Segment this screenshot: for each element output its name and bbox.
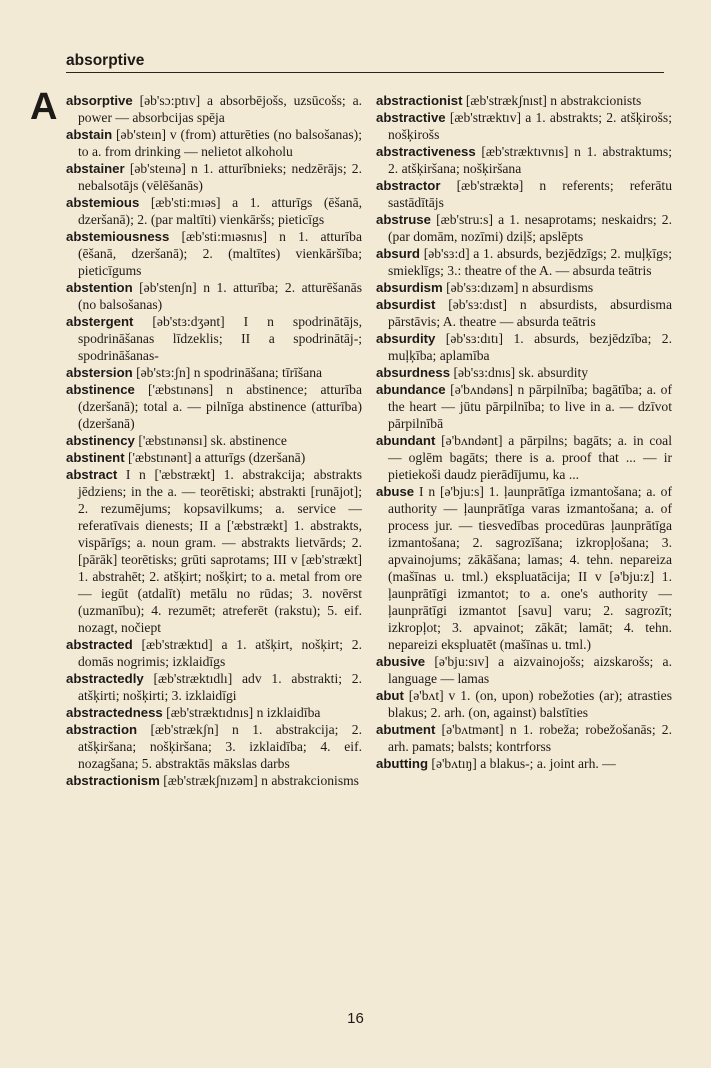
entry-definition: [əb'steınə] n 1. atturībnieks; nedzērājs; 2. nebalsotājs (vēlēšanās): [78, 161, 362, 193]
dictionary-entry: [376, 109, 672, 143]
entry-headword: absurd: [376, 246, 420, 261]
entry-definition: [ə'bʌndəns] n pārpilnība; bagātība; a. of the heart — jūtu pārpilnība; to live in a. — dzīvot pārpilnībā: [388, 382, 672, 431]
entry-headword: abstractiveness: [376, 144, 476, 159]
dictionary-entry: [376, 279, 672, 296]
entry-headword: abutment: [376, 722, 436, 737]
entry-headword: absurdism: [376, 280, 443, 295]
dictionary-entry: [66, 364, 362, 381]
dictionary-entry: [66, 126, 362, 160]
dictionary-entry: [66, 194, 362, 228]
entry-headword: abstinency: [66, 433, 135, 448]
entry-definition: I n [ə'bju:s] 1. ļaunprātīga izmantošana; a. of authority — ļaunprātīga varas izmantošana; a. of process jur. — tiesvedības procedūras ļaunprātīga izmantošana; 2. sagrozīšana; izkropļošana; 3. apvainojums; zākāšana; lamas; 4. tehn. nepareiza (mašīnas u. tml.) ekspluatācija; II v [ə'bju:z] 1. ļaunprātīgi izmantot; to a. one's authority — ļaunprātīgi izmantot [savu] varu; 2. sagrozīt; izkropļot; 3. apvainot; zākāt; lamāt; 4. tehn. nepareizi ekspluatēt (mašīnas u. tml.): [388, 484, 672, 652]
entry-headword: abusive: [376, 654, 426, 669]
dictionary-entry: [376, 330, 672, 364]
entry-definition: [æb'stræktıvnıs] n 1. abstraktums; 2. atšķiršana; nošķiršana: [388, 144, 672, 176]
dictionary-entry: [376, 687, 672, 721]
dictionary-entry: [66, 670, 362, 704]
entry-definition: [əb'stenʃn] n 1. atturība; 2. atturēšanās (no balsošanas): [78, 280, 362, 312]
dictionary-entry: [66, 313, 362, 364]
entry-definition: ['æbstınənt] a atturīgs (dzeršanā): [128, 450, 306, 465]
entry-definition: [æb'stræktə] n referents; referātu sastādītājs: [388, 178, 672, 210]
entry-headword: abstention: [66, 280, 133, 295]
dictionary-entry: [376, 245, 672, 279]
dictionary-entry: [66, 772, 362, 789]
dictionary-entry: [66, 279, 362, 313]
dictionary-entry: [376, 432, 672, 483]
entry-headword: abstinent: [66, 450, 125, 465]
entry-definition: [æb'stræktıdnıs] n izklaidība: [166, 705, 321, 720]
dictionary-entry: [376, 755, 672, 772]
entry-headword: absorptive: [66, 93, 133, 108]
dictionary-entry: [376, 92, 672, 109]
entry-headword: absurdness: [376, 365, 451, 380]
page-header: [66, 52, 664, 73]
running-head: absorptive: [66, 52, 145, 69]
dictionary-entry: [66, 449, 362, 466]
section-letter: A: [30, 86, 58, 128]
left-column: [66, 92, 362, 789]
entry-definition: [ə'bʌt] v 1. (on, upon) robežoties (ar); atrasties blakus; 2. arh. (on, against) balstīties: [388, 688, 672, 720]
entry-definition: [æb'stræktıd] a 1. atšķirt, nošķirt; 2. domās nogrimis; izklaidīgs: [78, 637, 362, 669]
entry-definition: [ə'bju:sıv] a aizvainojošs; aizskarošs; a. language — lamas: [388, 654, 672, 686]
dictionary-entry: [66, 381, 362, 432]
dictionary-entry: [376, 143, 672, 177]
dictionary-entry: [376, 211, 672, 245]
entry-definition: [æb'stru:s] a 1. nesaprotams; neskaidrs; 2. (par domām, nozīmi) dziļš; apslēpts: [388, 212, 672, 244]
entry-headword: abstractedly: [66, 671, 144, 686]
entry-definition: [æb'stræktıdlı] adv 1. abstrakti; 2. atšķirti; nošķirti; 3. izklaidīgi: [78, 671, 362, 703]
entry-headword: abstractive: [376, 110, 446, 125]
entry-headword: absurdity: [376, 331, 436, 346]
entry-headword: abstergent: [66, 314, 134, 329]
entry-definition: [əb'stɜ:ʃn] n spodrināšana; tīrīšana: [136, 365, 323, 380]
page-number: 16: [347, 1010, 364, 1027]
entry-definition: [əb'sɜ:dnıs] sk. absurdity: [453, 365, 589, 380]
dictionary-entry: [66, 160, 362, 194]
entry-definition: [æb'strækʃn] n 1. abstrakcija; 2. atšķiršana; nošķiršana; 3. izklaidība; 4. eif. nozagšana; 5. abstraktās mākslas darbs: [78, 722, 362, 771]
entry-definition: [æb'sti:mıəs] a 1. atturīgs (ēšanā, dzeršanā); 2. (par maltīti) vienkāršs; pieticīgs: [78, 195, 362, 227]
entry-headword: abstain: [66, 127, 113, 142]
dictionary-entry: [66, 92, 362, 126]
entry-definition: [æb'stræktıv] a 1. abstrakts; 2. atšķirošs; nošķirošs: [388, 110, 672, 142]
dictionary-entry: [376, 364, 672, 381]
entry-headword: abutting: [376, 756, 429, 771]
entry-headword: abstinence: [66, 382, 135, 397]
dictionary-entry: [66, 704, 362, 721]
entry-headword: abstemious: [66, 195, 140, 210]
entry-headword: abundant: [376, 433, 436, 448]
entry-headword: abstemiousness: [66, 229, 170, 244]
dictionary-entry: [66, 228, 362, 279]
entry-definition: [æb'sti:mıəsnıs] n 1. atturība (ēšanā, dzeršanā); 2. (maltītes) vienkāršība; pieticīgums: [78, 229, 362, 278]
entry-definition: [əb'sɜ:dızəm] n absurdisms: [446, 280, 594, 295]
entry-headword: abundance: [376, 382, 446, 397]
dictionary-entry: [376, 653, 672, 687]
entry-definition: [æb'strækʃnıst] n abstrakcionists: [465, 93, 642, 108]
entry-headword: abstractedness: [66, 705, 163, 720]
entry-definition: [əb'steın] v (from) atturēties (no balsošanas); to a. from drinking — nelietot alkoholu: [78, 127, 362, 159]
entry-definition: [əb'sɜ:d] a 1. absurds, bezjēdzīgs; 2. muļķīgs; smieklīgs; 3.: theatre of the A. — absurda teātris: [388, 246, 672, 278]
dictionary-entry: [376, 296, 672, 330]
dictionary-entry: [66, 721, 362, 772]
entry-definition: [æb'strækʃnızəm] n abstrakcionisms: [163, 773, 359, 788]
right-column: [376, 92, 672, 772]
entry-headword: abuse: [376, 484, 415, 499]
entry-definition: [əb'sɜ:dıst] n absurdists, absurdisma pārstāvis; A. theatre — absurda teātris: [388, 297, 672, 329]
dictionary-entry: [376, 483, 672, 653]
entry-headword: abstractionism: [66, 773, 160, 788]
entry-headword: abstracted: [66, 637, 133, 652]
entry-definition: [əb'stɜ:dʒənt] I n spodrinātājs, spodrināšanas līdzeklis; II a spodrinātāj-; spodrināšanas-: [78, 314, 362, 363]
entry-definition: [ə'bʌtıŋ] a blakus-; a. joint arh. —: [431, 756, 616, 771]
entry-definition: [ə'bʌndənt] a pārpilns; bagāts; a. in coal — oglēm bagāts; there is a. proof that ... — ir pietiekoši daudz pierādījumu, ka ...: [388, 433, 672, 482]
entry-definition: [əb'sɜ:dıtı] 1. absurds, bezjēdzība; 2. muļķība; aplamība: [388, 331, 672, 363]
entry-definition: I n ['æbstrækt] 1. abstrakcija; abstrakts jēdziens; in the a. — teorētiski; abstrakti [runājot]; 2. rezumējums; kopsavilkums; a. service — referatīvais dienests; II a ['æbstrækt] 1. abstrakts, vispārīgs; a. noun gram. — abstrakts lietvārds; 2. [pārāk] teorētisks; grūti saprotams; III v [æb'strækt] 1. abstrahēt; 2. atšķirt; nošķirt; to a. metal from ore — iegūt (atdalīt) metālu no rūdas; 3. novērst (uzmanību); 4. rezumēt; atreferēt (rakstu); 5. eif. nozagt, nočiept: [78, 467, 362, 635]
entry-definition: ['æbstınənsı] sk. abstinence: [138, 433, 287, 448]
entry-headword: abstract: [66, 467, 118, 482]
entry-definition: ['æbstınəns] n abstinence; atturība (dzeršanā); total a. — pilnīga abstinence (atturība) (dzeršanā): [78, 382, 362, 431]
entry-headword: abstractionist: [376, 93, 463, 108]
entry-headword: abstruse: [376, 212, 431, 227]
entry-headword: abstainer: [66, 161, 125, 176]
entry-headword: abut: [376, 688, 404, 703]
entry-headword: abstractor: [376, 178, 441, 193]
dictionary-entry: [376, 177, 672, 211]
dictionary-entry: [376, 381, 672, 432]
dictionary-entry: [376, 721, 672, 755]
entry-headword: absurdist: [376, 297, 436, 312]
dictionary-entry: [66, 466, 362, 636]
entry-headword: abstersion: [66, 365, 133, 380]
entry-definition: [ə'bʌtmənt] n 1. robeža; robežošanās; 2. arh. pamats; balsts; kontrforss: [388, 722, 672, 754]
entry-definition: [əb'sɔ:ptıv] a absorbējošs, uzsūcošs; a. power — absorbcijas spēja: [78, 93, 363, 125]
dictionary-entry: [66, 636, 362, 670]
dictionary-entry: [66, 432, 362, 449]
entry-headword: abstraction: [66, 722, 138, 737]
